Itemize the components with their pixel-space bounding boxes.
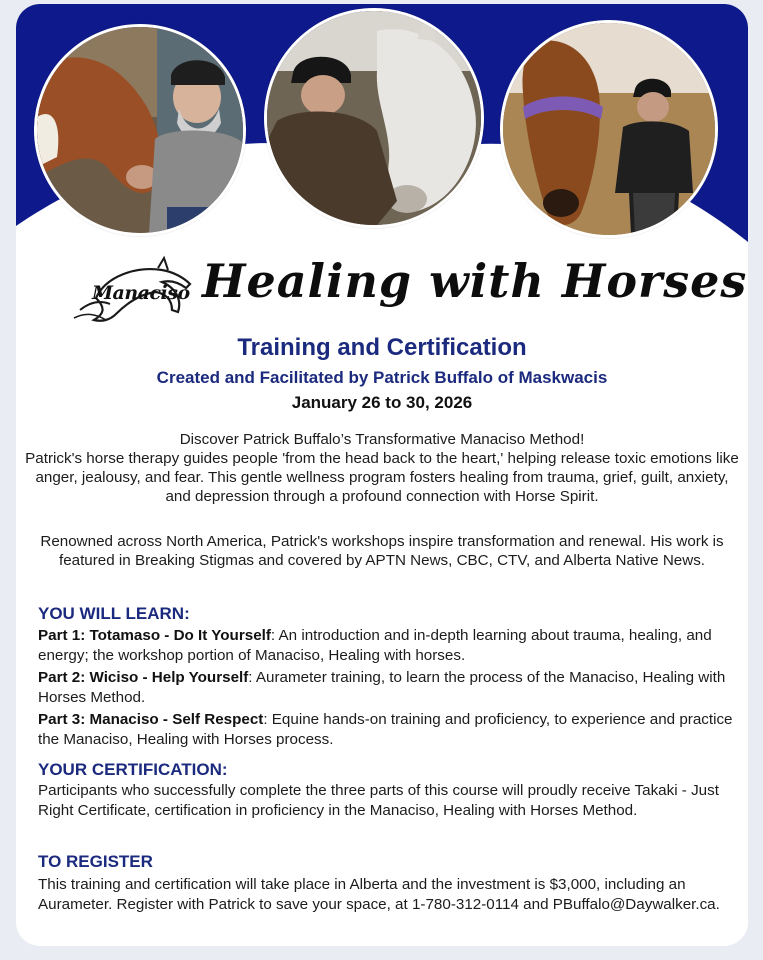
register-email[interactable]: PBuffalo@Daywalker.ca	[552, 896, 716, 913]
certification-text: Participants who successfully complete the three parts of this course will proudly receive Takaki - Just Right Certificate, certification in proficiency in the Manaciso, Healing with Horses Method.	[38, 782, 719, 819]
learn-part-3	[38, 710, 734, 750]
learn-heading: YOU WILL LEARN:	[38, 604, 190, 623]
photo-man-with-chestnut-horse-icon	[500, 20, 718, 238]
learn-part-2	[38, 668, 734, 708]
renown-paragraph: Renowned across North America, Patrick's workshops inspire transformation and renewal. His work is featured in Breaking Stigmas and covered by APTN News, CBC, CTV, and Alberta Native News.	[40, 533, 724, 569]
photo-man-with-paint-horse-icon	[34, 24, 246, 236]
logo-wordmark: Manaciso	[92, 282, 190, 304]
learn-part-1	[38, 626, 734, 666]
register-heading: TO REGISTER	[38, 852, 153, 871]
register-end: .	[715, 896, 720, 913]
event-dates: January 26 to 30, 2026	[291, 393, 473, 412]
part-3-title: Part 3: Manaciso - Self Respect	[38, 711, 264, 728]
intro-tagline: Discover Patrick Buffalo’s Transformative Manaciso Method!	[179, 431, 585, 448]
brand-row	[16, 252, 748, 330]
flyer-card	[16, 4, 748, 946]
part-2-text: : Aurameter training, to learn the process of the Manaciso, Healing with Horses Method.	[38, 669, 726, 706]
intro-body: Patrick's horse therapy guides people 'from the head back to the heart,' helping release toxic emotions like anger, jealousy, and fear. This gentle wellness program fosters healing from trauma, grief, guilt, anxiety, and depression through a profound connection with Horse Spirit.	[25, 450, 739, 505]
part-1-title: Part 1: Totamaso - Do It Yourself	[38, 627, 271, 644]
register-and: and	[523, 896, 549, 913]
intro-paragraph	[24, 430, 740, 506]
register-text	[38, 875, 734, 915]
photo-man-with-white-horse-icon	[264, 8, 484, 228]
certification-heading: YOUR CERTIFICATION:	[38, 760, 228, 779]
page-title: Healing with Horses	[202, 254, 748, 308]
part-2-title: Part 2: Wiciso - Help Yourself	[38, 669, 249, 686]
facilitator-subheading: Created and Facilitated by Patrick Buffalo of Maskwacis	[156, 368, 608, 387]
part-3-text: : Equine hands-on training and proficiency, to experience and practice the Manaciso, Healing with Horses process.	[38, 711, 733, 748]
register-details: This training and certification will take place in Alberta and the investment is $3,000, including an Aurameter. Register with Patrick to save your space, at	[38, 876, 686, 913]
training-heading: Training and Certification	[237, 334, 527, 361]
part-1-text: : An introduction and in-depth learning about trauma, healing, and energy; the workshop portion of Manaciso, Healing with horses.	[38, 627, 712, 664]
register-phone[interactable]: 1-780-312-0114	[411, 896, 519, 913]
